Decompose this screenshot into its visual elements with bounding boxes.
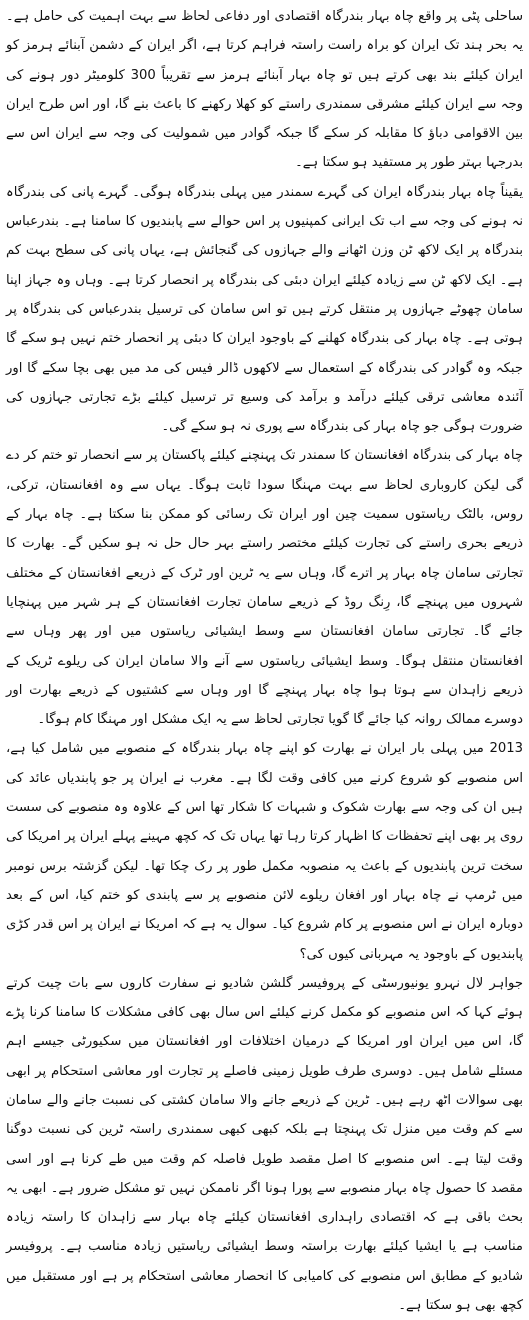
paragraph-professor-analysis: جواہر لال نہرو یونیورسٹی کے پروفیسر گلشن شادیو نے سفارت کاروں سے بات چیت کرتے ہوئے کہا کہ اس منصوبے کو مکمل کرنے کیلئے اس سال بھی کافی مشکلات کا سامنا کرنا پڑے گا، اس میں ایران اور امریکا کے درمیان اختلافات اور افغانستان میں سکیورٹی جیسے اہم مسئلے شامل ہیں۔ دوسری طرف طویل زمینی فاصلے پر تجارت اور معاشی استحکام پر ابھی بھی سوالات اٹھ رہے ہیں۔ ٹرین کے ذریعے جانے والا سامان کشتی کی نسبت جانے والے سامان سے کم وقت میں منزل تک پہنچتا ہے بلکہ کبھی کبھی سمندری راستہ ٹرین کی نسبت دوگنا وقت لیتا ہے۔ اس منصوبے کا اصل مقصد طویل فاصلہ کم وقت میں طے کرنا ہے اور اسی مقصد کا حصول چاہ بہار منصوبے سے پورا ہونا اگر ناممکن نہیں تو مشکل ضرور ہے۔ ابھی یہ بحث باقی ہے کہ اقتصادی راہداری افغانستان کیلئے چاہ بہار سے زاہدان کا راستہ زیادہ مناسب ہے یا ایشیا کیلئے بھارت براستہ وسط ایشیائی ریاستیں زیادہ مناسب ہے۔ پروفیسر شادیو کے مطابق اس منصوبے کی کامیابی کا انحصار معاشی استحکام پر ہے اور مستقبل میں کچھ بھی ہو سکتا ہے۔ [6,975,523,1314]
paragraph-deep-sea-port: یقیناً چاہ بہار بندرگاہ ایران کی گہرے سمندر میں پہلی بندرگاہ ہوگی۔ گہرے پانی کی بندرگاہ نہ ہونے کی وجہ سے اب تک ایرانی کمپنیوں پر اس حوالے سے پابندیوں کا سامنا ہے۔ بندرعباس بندرگاہ پر ایک لاکھ ٹن وزن اٹھانے والے جہازوں کی گنجائش ہے، یہاں پانی کی سطح بہت کم ہے۔ ایک لاکھ ٹن سے زیادہ کیلئے ایران دبئی کی بندرگاہ پر انحصار کرتا ہے۔ وہاں وہ جہاز اپنا سامان چھوٹے جہازوں پر منتقل کرتے ہیں تو اس سامان کی ترسیل بندرعباس کی بندرگاہ پر ہوتی ہے۔ چاہ بہار کی بندرگاہ کھلنے کے باوجود ایران کا دبئی پر انحصار ختم نہیں ہو سکے گا جبکہ وہ گوادر کی بندرگاہ کے استعمال سے لاکھوں ڈالر فیس کی مد میں بھی بچا سکے گا اور آئندہ معاشی ترقی کیلئے درآمد و برآمد کی وسیع تر ترسیل کیلئے بڑے تجارتی جہازوں کی ضرورت ہوگی جو چاہ بہار کی بندرگاہ سے پوری نہ ہو سکے گی۔ [6,184,523,435]
paragraph-afghanistan-trade-route: چاہ بہار کی بندرگاہ افغانستان کا سمندر تک پہنچنے کیلئے پاکستان پر سے انحصار تو ختم کر دے گی لیکن کاروباری لحاظ سے بہت مہنگا سودا ثابت ہوگا۔ یہاں سے وہ افغانستان، ترکی، روس، بالٹک ریاستوں سمیت چین اور ایران تک رسائی کو ممکن بنا سکتا ہے۔ چاہ بہار کے ذریعے بحری راستے کی تجارت کیلئے مختصر راستے بہر حال حل نہ ہو سکیں گے۔ بھارت کا تجارتی سامان چاہ بہار پر اترے گا، وہاں سے یہ ٹرین اور ٹرک کے ذریعے افغانستان کے مختلف شہروں میں پہنچے گا، رِنگ روڈ کے ذریعے سامان تجارت افغانستان کے ہر شہر میں پہنچایا جائے گا۔ تجارتی سامان افغانستان سے وسط ایشیائی ریاستوں میں اور پھر وہاں سے افغانستان منتقل ہوگا۔ وسط ایشیائی ریاستوں سے آنے والا سامان ایران کی ریلوے ٹریک کے ذریعے زاہدان سے ہوتا ہوا چاہ بہار پہنچے گا اور وہاں سے کشتیوں کے ذریعے بھارت اور دوسرے ممالک روانہ کیا جائے گا گویا تجارتی لحاظ سے یہ ایک مشکل اور مہنگا کام ہوگا۔ [6,448,523,728]
paragraph-strategic-importance: ساحلی پٹی پر واقع چاہ بہار بندرگاہ اقتصادی اور دفاعی لحاظ سے بہت اہمیت کی حامل ہے۔ یہ بحر ہند تک ایران کو براہ راست راستہ فراہم کرتا ہے، اگر ایران کے دشمن آبنائے ہرمز کو ایران کیلئے بند بھی کرتے ہیں تو چاہ بہار آبنائے ہرمز سے تقریباً 300 کلومیٹر دور ہونے کی وجہ سے ایران کیلئے مشرقی سمندری راستے کو کھلا رکھنے کا باعث بنے گا، اور اس طرح ایران بین الاقوامی دباؤ کا مقابلہ کر سکے گا جبکہ گوادر میں شمولیت کی وجہ سے ایران اس سے بدرجہا بہتر طور پر مستفید ہو سکتا ہے۔ [6,9,524,171]
paragraph-india-involvement-2013: 2013 میں پہلی بار ایران نے بھارت کو اپنے چاہ بہار بندرگاہ کے منصوبے میں شامل کیا ہے، اس منصوبے کو شروع کرنے میں کافی وقت لگا ہے۔ مغرب نے ایران پر جو پابندیاں عائد کی ہیں ان کی وجہ سے بھارت شکوک و شبہات کا شکار تھا اس کے علاوہ وہ منصوبے کی سست روی پر بھی اپنے تحفظات کا اظہار کرتا رہا تھا یہاں تک کہ کچھ مہینے پہلے ایران پر امریکا کی سخت ترین پابندیوں کے باعث یہ منصوبہ مکمل طور پر رک چکا تھا۔ لیکن گزشتہ برس نومبر میں ٹرمپ نے چاہ بہار اور افغان ریلوے لائن منصوبے پر سے پابندی کو ختم کیا، اس کے بعد دوبارہ ایران نے اس منصوبے پر کام شروع کیا۔ سوال یہ ہے کہ امریکا نے ایران پر اس قدر کڑی پابندیوں کے باوجود یہ مہربانی کیوں کی؟ [6,741,523,962]
